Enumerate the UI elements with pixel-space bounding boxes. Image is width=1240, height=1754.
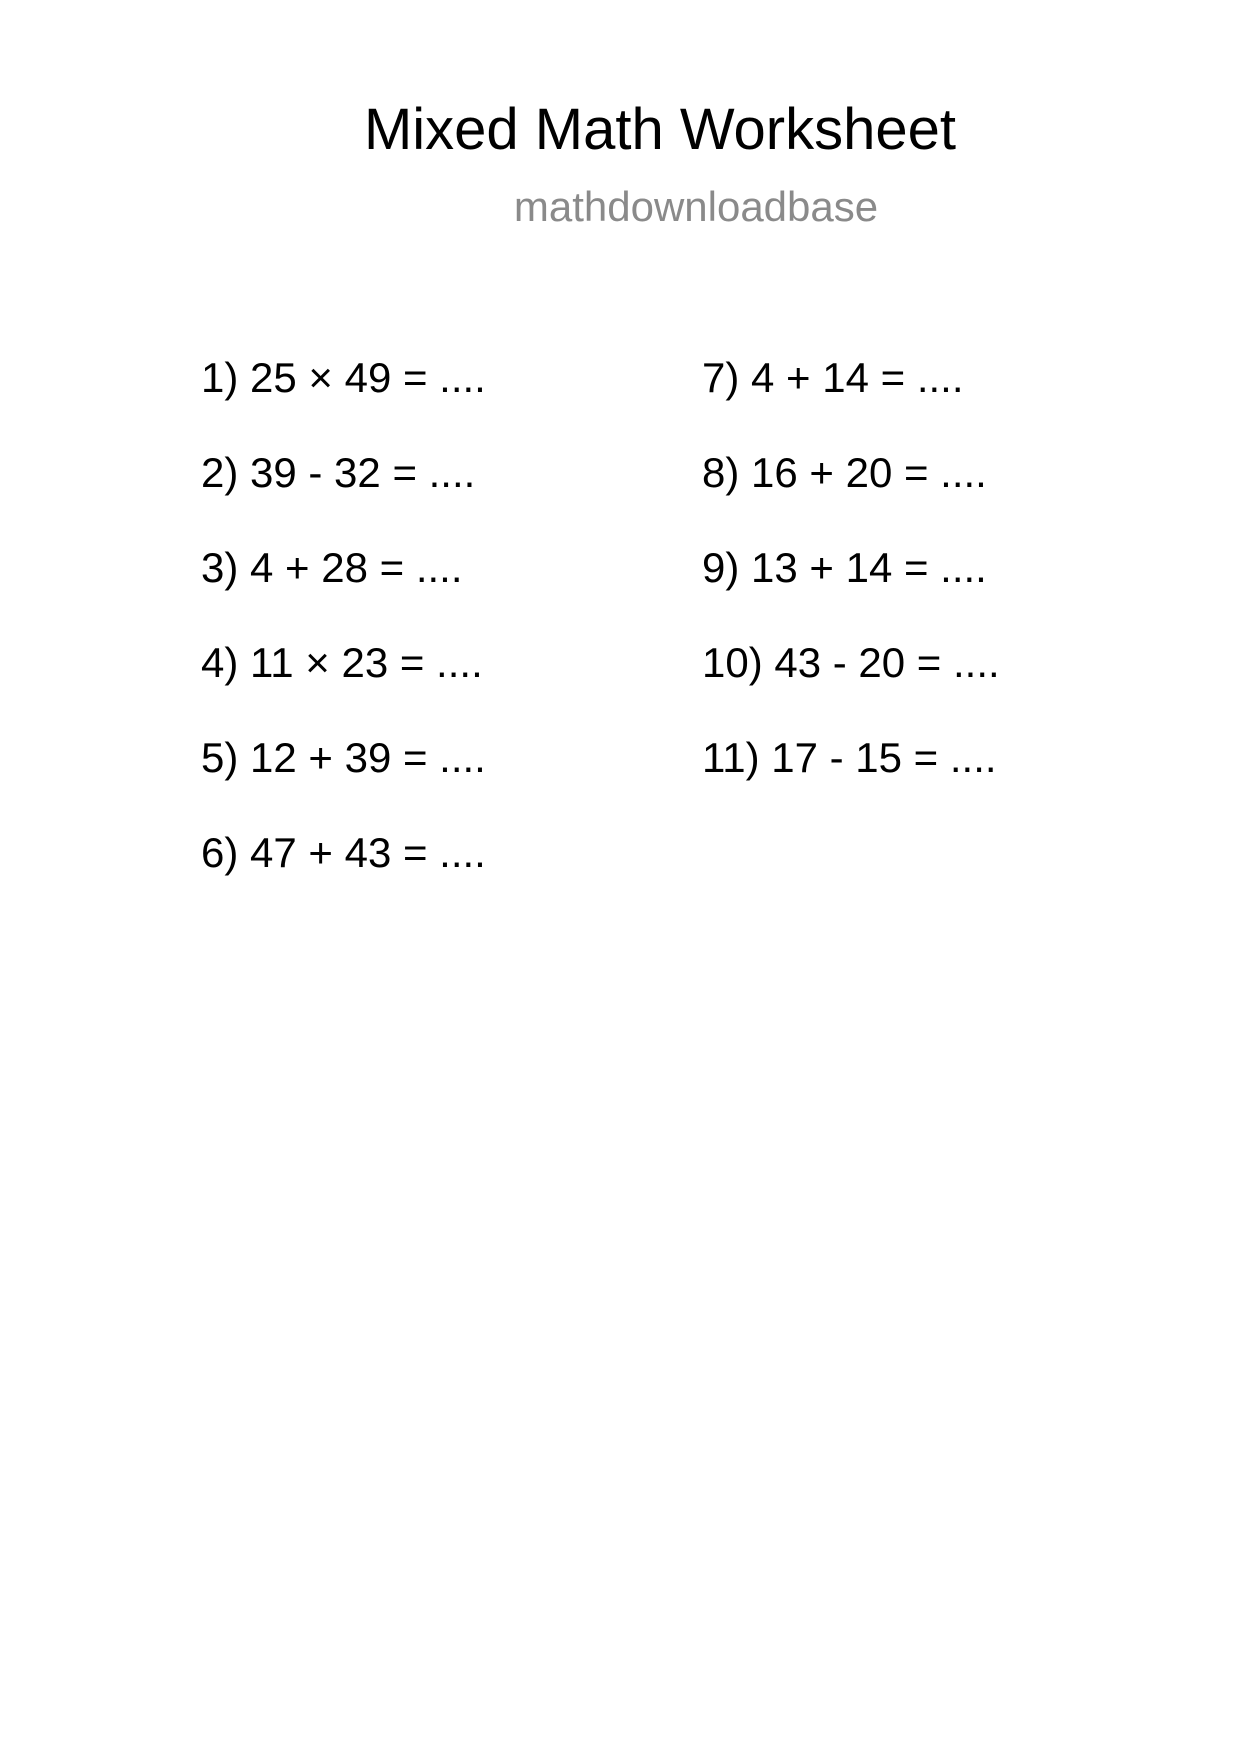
problem-6: 6) 47 + 43 = .... bbox=[201, 829, 486, 876]
problem-10: 10) 43 - 20 = .... bbox=[702, 639, 1000, 686]
problem-4: 4) 11 × 23 = .... bbox=[201, 639, 483, 686]
problem-11: 11) 17 - 15 = .... bbox=[702, 734, 997, 781]
problem-3: 3) 4 + 28 = .... bbox=[201, 544, 463, 591]
page-title: Mixed Math Worksheet bbox=[363, 97, 957, 162]
problem-2: 2) 39 - 32 = .... bbox=[201, 449, 476, 496]
page-subtitle: mathdownloadbase bbox=[513, 183, 879, 230]
problem-8: 8) 16 + 20 = .... bbox=[702, 449, 987, 496]
problem-7: 7) 4 + 14 = .... bbox=[702, 354, 964, 401]
problem-5: 5) 12 + 39 = .... bbox=[201, 734, 486, 781]
problem-9: 9) 13 + 14 = .... bbox=[702, 544, 987, 591]
problem-1: 1) 25 × 49 = .... bbox=[201, 354, 486, 401]
